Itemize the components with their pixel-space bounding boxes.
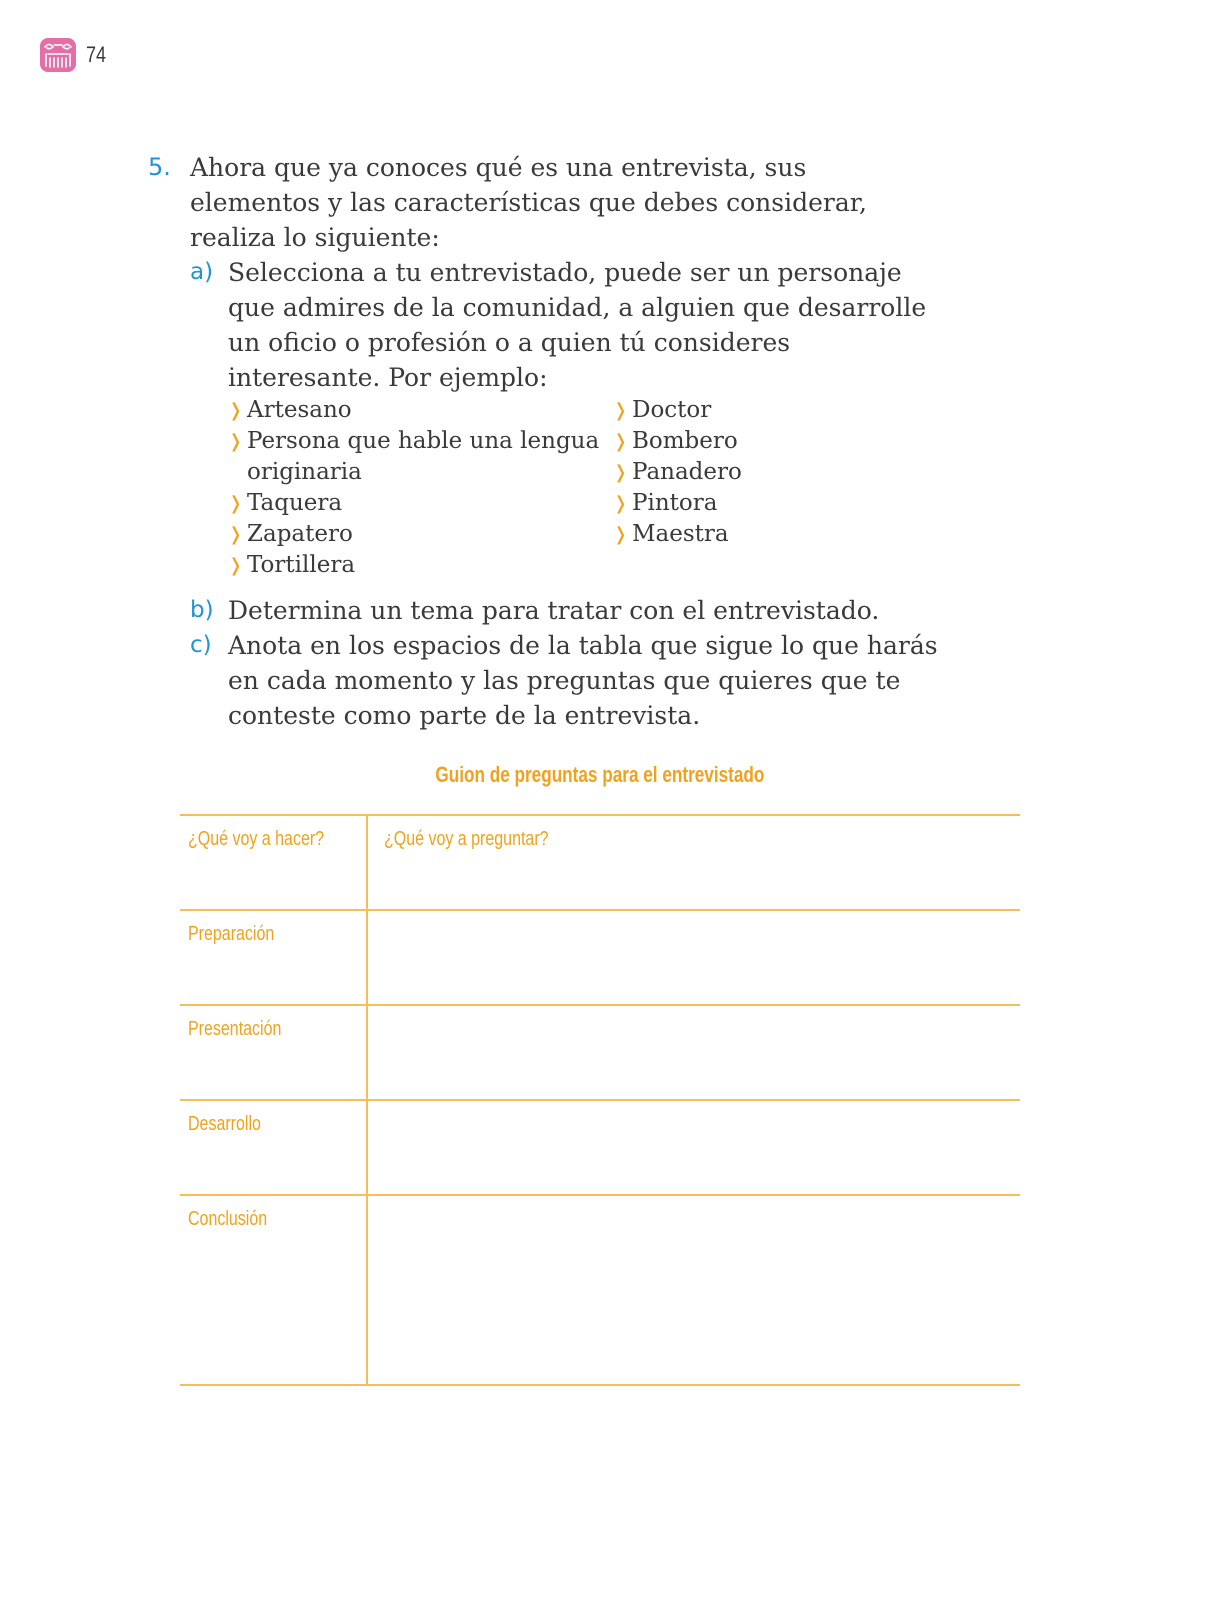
list-item: ❭ Panadero xyxy=(613,457,742,488)
chevron-right-icon: ❭ xyxy=(228,524,244,545)
row-label-cell xyxy=(180,1005,367,1100)
answer-cell[interactable] xyxy=(367,1100,1020,1195)
step-c xyxy=(190,628,938,733)
step-a xyxy=(190,255,938,581)
examples-left-column xyxy=(228,395,613,581)
chevron-right-icon: ❭ xyxy=(613,524,629,545)
row-label: Conclusión xyxy=(188,1208,268,1230)
step-text: Selecciona a tu entrevistado, puede ser un personaje que admires de la comunidad, a alguien que desarrolle un oficio o profesión o a quien tú consideres interesante. Por ejemplo: xyxy=(228,258,927,392)
answer-cell[interactable] xyxy=(367,1195,1020,1385)
chevron-right-icon: ❭ xyxy=(613,431,629,452)
table-row xyxy=(180,910,1020,1005)
step-text: Anota en los espacios de la tabla que sigue lo que harás en cada momento y las preguntas que quieres que te conteste como parte de la entrevista. xyxy=(228,631,938,730)
row-label: Desarrollo xyxy=(188,1113,261,1135)
chevron-right-icon: ❭ xyxy=(613,462,629,483)
row-label-cell xyxy=(180,1195,367,1385)
activity xyxy=(148,150,938,733)
page-number: 74 xyxy=(86,42,107,67)
activity-item xyxy=(148,150,938,255)
list-item: ❭ Doctor xyxy=(613,395,742,426)
table-header-cell xyxy=(180,815,367,910)
chevron-right-icon: ❭ xyxy=(228,431,244,452)
chevron-right-icon: ❭ xyxy=(613,493,629,514)
step-b xyxy=(190,593,938,628)
row-label-cell xyxy=(180,1100,367,1195)
examples-right-column xyxy=(613,395,742,581)
page-header xyxy=(40,38,110,72)
chevron-right-icon: ❭ xyxy=(228,555,244,576)
list-item: ❭ Tortillera xyxy=(228,550,613,581)
chevron-right-icon: ❭ xyxy=(613,400,629,421)
header-what-to-do: ¿Qué voy a hacer? xyxy=(188,828,325,850)
table-row xyxy=(180,1100,1020,1195)
table-header-cell xyxy=(367,815,1020,910)
interview-guide-table xyxy=(180,814,1020,1386)
list-item: ❭ Artesano xyxy=(228,395,613,426)
header-what-to-ask: ¿Qué voy a preguntar? xyxy=(384,828,549,850)
examples-list xyxy=(228,395,938,581)
list-item: ❭ Taquera xyxy=(228,488,613,519)
activity-number: 5. xyxy=(148,153,171,181)
row-label: Preparación xyxy=(188,923,275,945)
step-letter: a) xyxy=(190,259,214,285)
pink-glyph-icon xyxy=(40,38,76,72)
table-header-row xyxy=(180,815,1020,910)
activity-intro: Ahora que ya conoces qué es una entrevista, sus elementos y las características que debes considerar, realiza lo siguiente: xyxy=(190,153,867,252)
list-item: ❭ Zapatero xyxy=(228,519,613,550)
chevron-right-icon: ❭ xyxy=(228,400,244,421)
table-title: Guion de preguntas para el entrevistado xyxy=(435,762,765,787)
list-item: ❭ Pintora xyxy=(613,488,742,519)
answer-cell[interactable] xyxy=(367,910,1020,1005)
list-item: ❭ Persona que hable una lengua originaria xyxy=(228,428,600,485)
list-item: ❭ Maestra xyxy=(613,519,742,550)
list-item: ❭ Bombero xyxy=(613,426,742,457)
row-label-cell xyxy=(180,910,367,1005)
table-row xyxy=(180,1195,1020,1385)
chevron-right-icon: ❭ xyxy=(228,493,244,514)
row-label: Presentación xyxy=(188,1018,282,1040)
step-letter: c) xyxy=(190,632,212,658)
answer-cell[interactable] xyxy=(367,1005,1020,1100)
step-letter: b) xyxy=(190,597,214,623)
table-row xyxy=(180,1005,1020,1100)
step-text: Determina un tema para tratar con el entrevistado. xyxy=(228,596,880,625)
